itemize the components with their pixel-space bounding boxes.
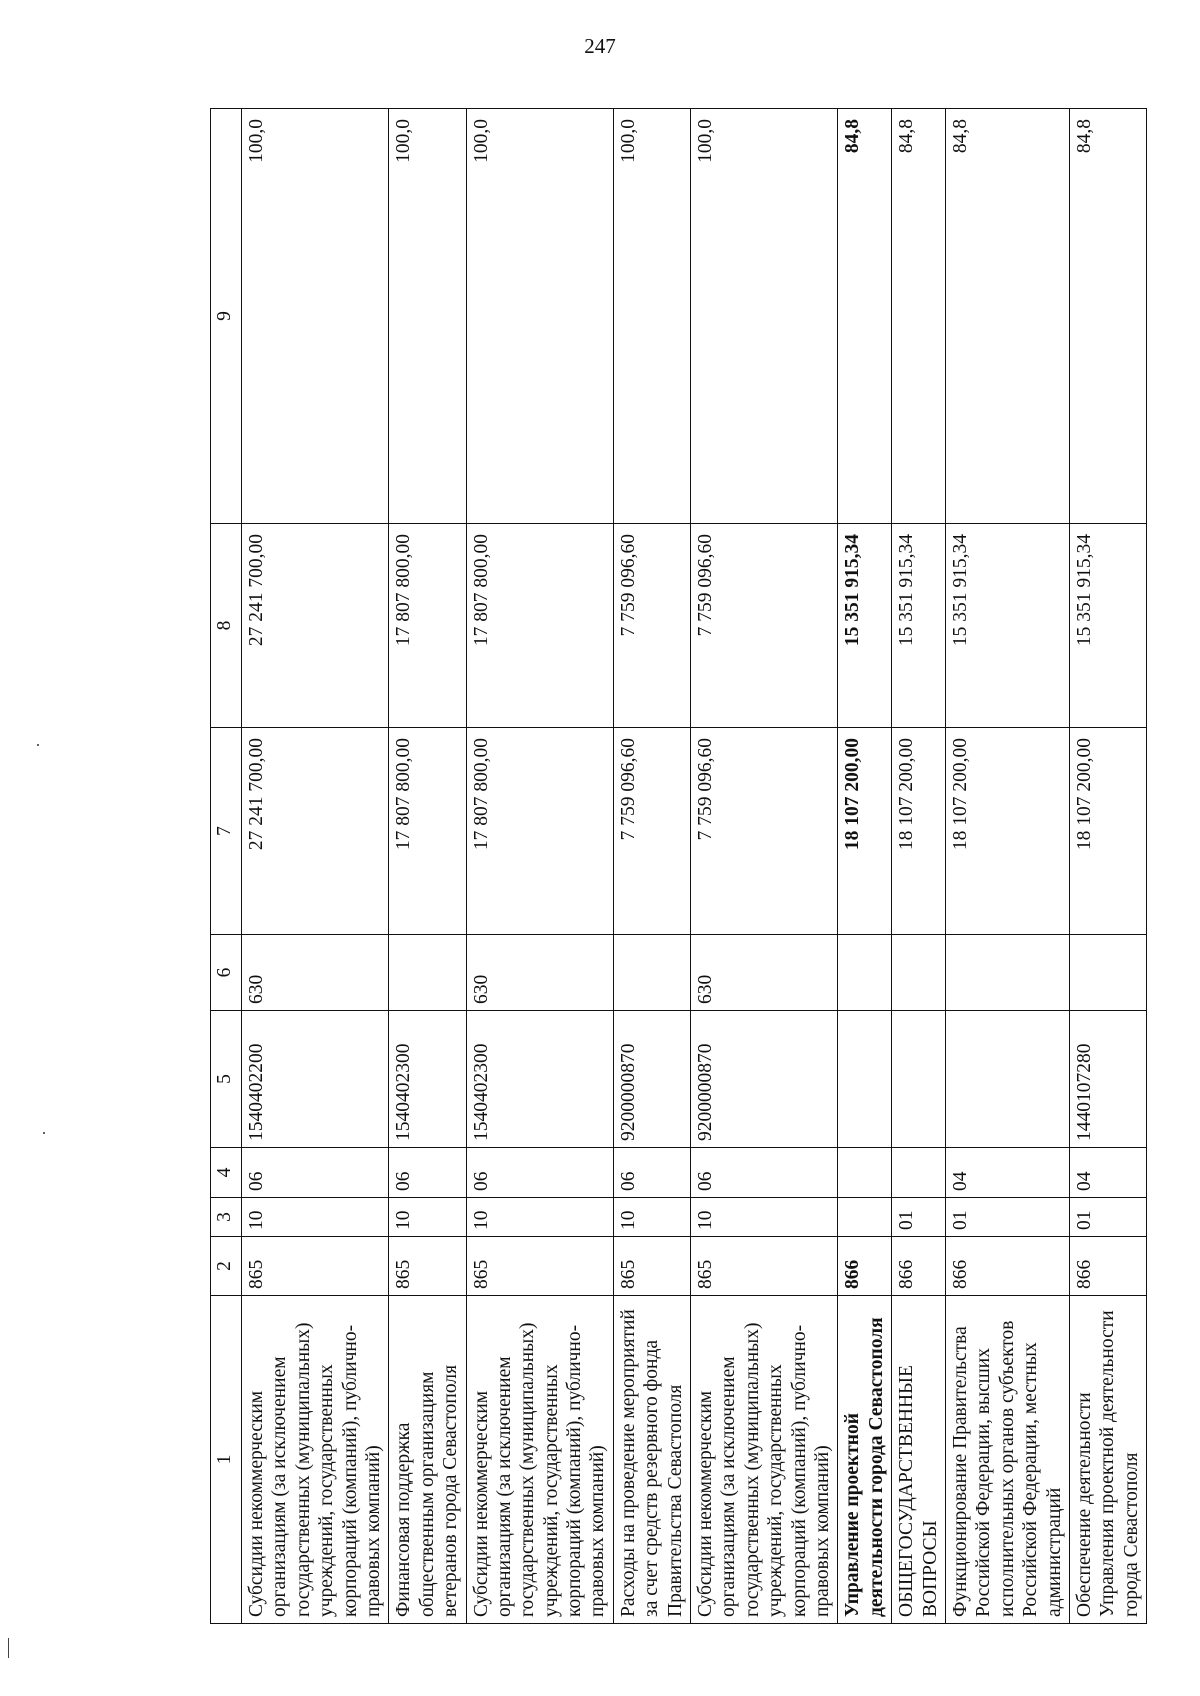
section-code: 10 [466,1198,613,1237]
section-code: 01 [892,1198,946,1237]
execution-percent: 84,8 [1069,109,1146,524]
planned-amount: 27 241 700,00 [242,728,389,935]
table-row [389,109,466,1624]
target-code [892,1011,946,1148]
target-code: 9200000870 [613,1011,690,1148]
target-code: 1440107280 [1069,1011,1146,1148]
expense-type [838,935,892,1011]
planned-amount: 17 807 800,00 [466,728,613,935]
header-cell: 2 [211,1237,242,1296]
header-cell: 8 [211,524,242,728]
ministry-code: 866 [1069,1237,1146,1296]
table-row [838,109,892,1624]
expense-type [945,935,1069,1011]
page-number: 247 [584,34,616,58]
section-code: 10 [691,1198,838,1237]
item-name: ОБЩЕГОСУДАРСТВЕННЫЕ ВОПРОСЫ [892,1296,946,1624]
ministry-code: 865 [389,1237,466,1296]
item-name: Субсидии некоммерческим организациям (за исключением государственных (муниципальных) учреждений, государственных корпораций (компаний), публично-правовых компаний) [691,1296,838,1624]
executed-amount: 15 351 915,34 [892,524,946,728]
section-code [838,1198,892,1237]
execution-percent: 84,8 [892,109,946,524]
ministry-code: 865 [613,1237,690,1296]
subsection-code: 04 [1069,1148,1146,1198]
header-cell: 7 [211,728,242,935]
ministry-code: 866 [945,1237,1069,1296]
planned-amount: 18 107 200,00 [1069,728,1146,935]
executed-amount: 17 807 800,00 [466,524,613,728]
planned-amount: 7 759 096,60 [691,728,838,935]
subsection-code: 06 [389,1148,466,1198]
ministry-code: 865 [466,1237,613,1296]
planned-amount: 18 107 200,00 [838,728,892,935]
section-code: 10 [389,1198,466,1237]
executed-amount: 15 351 915,34 [945,524,1069,728]
rotated-table [210,108,1160,1624]
item-name: Управление проектной деятельности города Севастополя [838,1296,892,1624]
execution-percent: 100,0 [242,109,389,524]
ministry-code: 866 [838,1237,892,1296]
expense-type [613,935,690,1011]
rotated-table-container [210,108,1160,1624]
ministry-code: 866 [892,1237,946,1296]
header-cell: 5 [211,1011,242,1148]
table-row [242,109,389,1624]
planned-amount: 18 107 200,00 [945,728,1069,935]
budget-table [210,108,1147,1624]
header-cell: 1 [211,1296,242,1624]
expense-type [1069,935,1146,1011]
target-code: 9200000870 [691,1011,838,1148]
execution-percent: 100,0 [389,109,466,524]
ministry-code: 865 [691,1237,838,1296]
subsection-code: 04 [945,1148,1069,1198]
executed-amount: 7 759 096,60 [613,524,690,728]
item-name: Финансовая поддержка общественным организациям ветеранов города Севастополя [389,1296,466,1624]
item-name: Функционирование Правительства Российской Федерации, высших исполнительных органов субъектов Российской Федерации, местных администраций [945,1296,1069,1624]
table-row [691,109,838,1624]
executed-amount: 15 351 915,34 [1069,524,1146,728]
item-name: Расходы на проведение мероприятий за счет средств резервного фонда Правительства Севастополя [613,1296,690,1624]
target-code: 1540402300 [389,1011,466,1148]
scan-speck [37,744,39,746]
subsection-code: 06 [466,1148,613,1198]
ministry-code: 865 [242,1237,389,1296]
table-row [1069,109,1146,1624]
section-code: 10 [242,1198,389,1237]
header-cell: 6 [211,935,242,1011]
scan-mark [8,1638,9,1658]
target-code: 1540402200 [242,1011,389,1148]
expense-type: 630 [691,935,838,1011]
target-code [838,1011,892,1148]
subsection-code: 06 [242,1148,389,1198]
execution-percent: 100,0 [613,109,690,524]
header-row [211,109,242,1624]
expense-type: 630 [242,935,389,1011]
item-name: Обеспечение деятельности Управления проектной деятельности города Севастополя [1069,1296,1146,1624]
scan-speck [43,1132,45,1134]
item-name: Субсидии некоммерческим организациям (за исключением государственных (муниципальных) учреждений, государственных корпораций (компаний), публично-правовых компаний) [466,1296,613,1624]
executed-amount: 7 759 096,60 [691,524,838,728]
section-code: 10 [613,1198,690,1237]
expense-type [892,935,946,1011]
execution-percent: 84,8 [945,109,1069,524]
planned-amount: 17 807 800,00 [389,728,466,935]
execution-percent: 100,0 [691,109,838,524]
item-name: Субсидии некоммерческим организациям (за исключением государственных (муниципальных) учреждений, государственных корпораций (компаний), публично-правовых компаний) [242,1296,389,1624]
section-code: 01 [1069,1198,1146,1237]
subsection-code [892,1148,946,1198]
expense-type: 630 [466,935,613,1011]
executed-amount: 15 351 915,34 [838,524,892,728]
subsection-code: 06 [691,1148,838,1198]
table-row [466,109,613,1624]
planned-amount: 18 107 200,00 [892,728,946,935]
executed-amount: 17 807 800,00 [389,524,466,728]
executed-amount: 27 241 700,00 [242,524,389,728]
header-cell: 3 [211,1198,242,1237]
execution-percent: 100,0 [466,109,613,524]
section-code: 01 [945,1198,1069,1237]
execution-percent: 84,8 [838,109,892,524]
expense-type [389,935,466,1011]
subsection-code: 06 [613,1148,690,1198]
subsection-code [838,1148,892,1198]
table-row [892,109,946,1624]
header-cell: 9 [211,109,242,524]
planned-amount: 7 759 096,60 [613,728,690,935]
target-code [945,1011,1069,1148]
target-code: 1540402300 [466,1011,613,1148]
table-row [613,109,690,1624]
header-cell: 4 [211,1148,242,1198]
table-row [945,109,1069,1624]
